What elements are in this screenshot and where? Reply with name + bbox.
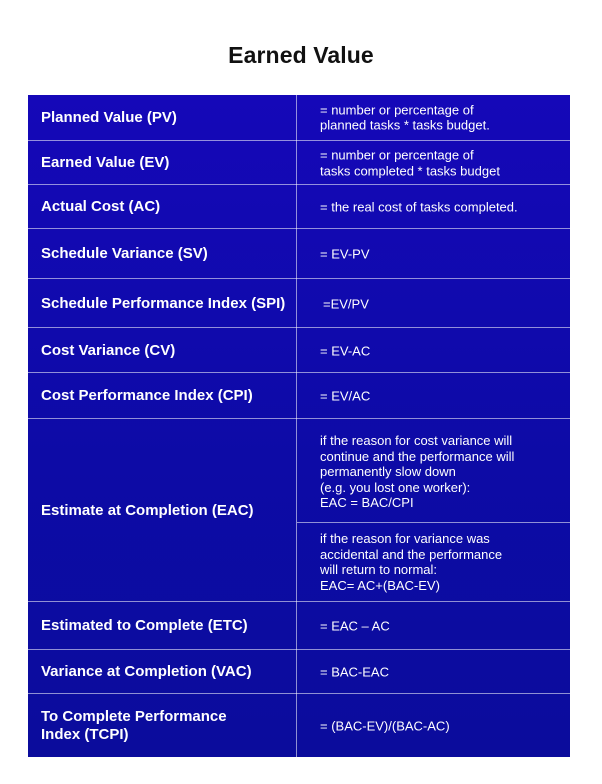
table-row-tcpi [28,693,570,758]
row-value: = EV/AC [320,388,371,404]
earned-value-table [28,95,570,757]
row-value: = EV-PV [320,246,370,262]
row-label: To Complete Performance Index (TCPI) [41,708,227,743]
row-label: Schedule Variance (SV) [41,245,208,262]
table-row-cv [28,327,570,373]
table-row-etc [28,601,570,650]
row-label: Schedule Performance Index (SPI) [41,294,286,312]
row-label: Earned Value (EV) [41,154,170,171]
row-value: = number or percentage of planned tasks * tasks budget. [320,102,490,133]
row-label: Estimated to Complete (ETC) [41,617,248,634]
table-row-pv [28,95,570,140]
table-row-spi [28,278,570,328]
row-value: = the real cost of tasks completed. [320,199,518,215]
row-value: = number or percentage of tasks completed * tasks budget [320,147,500,178]
row-value-b: if the reason for variance was accidental and the performance will return to normal: EAC= AC+(BAC-EV) [320,531,503,593]
table-row-eac [28,418,570,602]
row-label: Cost Variance (CV) [41,341,176,359]
table-row-ev [28,140,570,185]
row-value: =EV/PV [323,295,369,311]
table-row-sv [28,228,570,279]
table-row-cpi [28,372,570,419]
sub-cell-divider [297,522,570,523]
table-row-vac [28,649,570,694]
row-value: = BAC-EAC [320,664,389,680]
row-label: Variance at Completion (VAC) [41,663,252,680]
row-value-a: if the reason for cost variance will continue and the performance will permanently slow down (e.g. you lost one worker): EAC = BAC/CPI [320,433,515,510]
row-value: = EV-AC [320,342,371,358]
row-label: Actual Cost (AC) [41,198,161,215]
row-value: = EAC – AC [320,618,390,634]
table-row-ac [28,184,570,229]
row-label: Estimate at Completion (EAC) [41,501,254,519]
page-title: Earned Value [228,42,374,68]
row-value: = (BAC-EV)/(BAC-AC) [320,718,450,734]
row-label: Planned Value (PV) [41,108,177,126]
row-label: Cost Performance Index (CPI) [41,387,253,404]
